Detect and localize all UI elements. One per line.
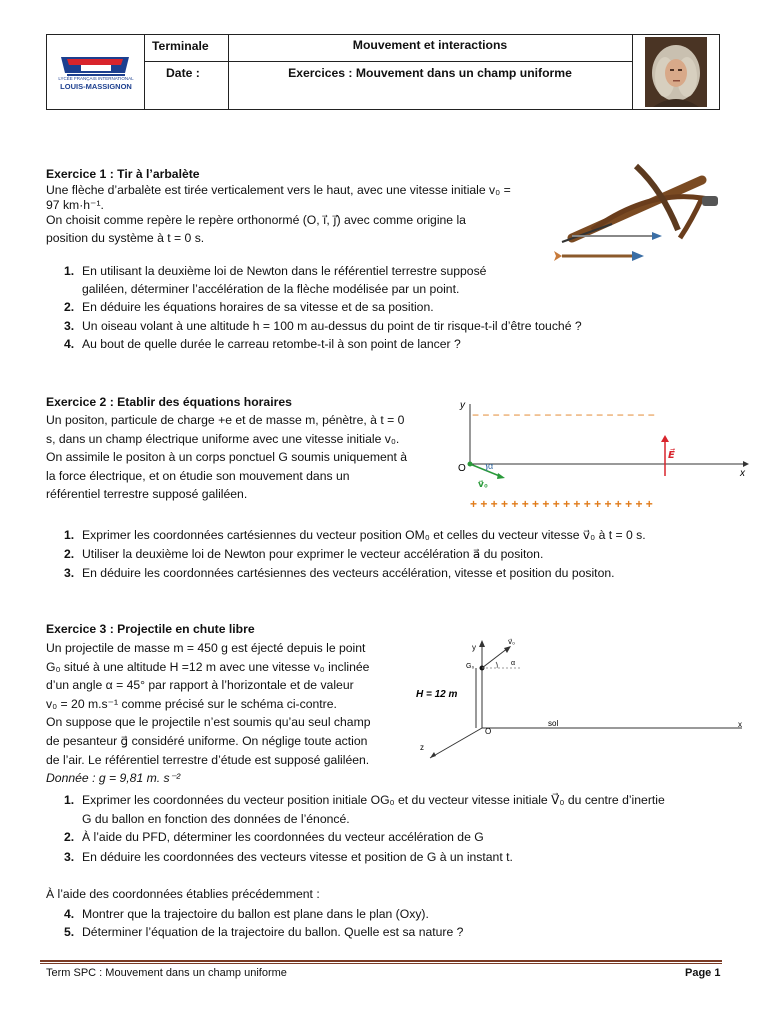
ex3-title: Exercice 3 : Projectile en chute libre — [46, 622, 255, 636]
ex2-q1-number: 1. — [64, 528, 75, 542]
ex3-z-axis-label: z — [420, 743, 424, 752]
ex3-q2-number: 2. — [64, 830, 75, 844]
ex2-v0-label: v⃗₀ — [478, 479, 488, 489]
topic-label: Mouvement et interactions — [352, 38, 508, 52]
crossbow-image — [552, 160, 724, 270]
ex2-alpha-label: α — [488, 461, 494, 471]
ex1-q1-text: En utilisant la deuxième loi de Newton dans le référentiel terrestre supposé — [82, 264, 487, 278]
ex1-q3-number: 3. — [64, 319, 75, 333]
ex2-q2-number: 2. — [64, 547, 75, 561]
ex2-line: la force électrique, et on étudie son mouvement dans un — [46, 469, 350, 483]
ex2-x-axis-label: x — [740, 468, 745, 479]
ex1-line: position du système à t = 0 s. — [46, 231, 205, 245]
ex3-donnee: Donnée : g = 9,81 m. s⁻² — [46, 771, 181, 785]
school-line2: LOUIS-MASSIGNON — [60, 82, 132, 91]
ex1-q2-text: En déduire les équations horaires de sa vitesse et de sa position. — [82, 300, 434, 314]
ex2-q3-text: En déduire les coordonnées cartésiennes des vecteurs accélération, vitesse et position du positon. — [82, 566, 615, 580]
ex2-line: On assimile le positon à un corps ponctuel G soumis uniquement à — [46, 450, 408, 464]
ex3-g0-label: G₀ — [466, 663, 475, 670]
date-label: Date : — [166, 66, 200, 80]
ex1-title: Exercice 1 : Tir à l’arbalète — [46, 167, 200, 181]
ex3-y-axis-label: y — [472, 643, 476, 652]
ex3-line: v₀ = 20 m.s⁻¹ comme précisé sur le schéma ci-contre. — [46, 697, 337, 711]
header-table — [46, 34, 720, 110]
school-logo — [53, 47, 139, 99]
ex3-q3-text: En déduire les coordonnées des vecteurs vitesse et position de G à un instant t. — [82, 850, 513, 864]
ex3-line: G₀ situé à une altitude H =12 m avec une vitesse v₀ inclinée — [46, 660, 370, 674]
ex2-diagram — [452, 392, 758, 514]
ex2-q3-number: 3. — [64, 566, 75, 580]
ex3-line: On suppose que le projectile n’est soumis qu’au seul champ — [46, 715, 371, 729]
ex3-line: de l’air. Le référentiel terrestre d’étude est supposé galiléen. — [46, 753, 370, 767]
ex3-intro2: À l’aide des coordonnées établies précédemment : — [46, 887, 320, 901]
ex3-origin-label: O — [485, 727, 492, 736]
ex2-line: référentiel terrestre supposé galiléen. — [46, 487, 248, 501]
ex2-q2-text: Utiliser la deuxième loi de Newton pour exprimer le vecteur accélération a⃗ du positon. — [82, 547, 544, 561]
ex2-q1-text: Exprimer les coordonnées cartésiennes du vecteur position OM₀ et celles du vecteur vitesse v⃗₀ à t = 0 s. — [82, 528, 646, 542]
ex2-title: Exercice 2 : Etablir des équations horaires — [46, 395, 292, 409]
ex1-line: 97 km·h⁻¹. — [46, 198, 104, 212]
ex3-q2-text: À l’aide du PFD, déterminer les coordonnées du vecteur accélération de G — [82, 830, 484, 844]
footer-rule-thin — [40, 963, 722, 964]
newton-portrait — [645, 37, 707, 107]
ex1-q4-number: 4. — [64, 337, 75, 351]
ex2-line: Un positon, particule de charge +e et de masse m, pénètre, à t = 0 — [46, 413, 405, 427]
footer-rule — [40, 960, 722, 962]
ex3-q5-text: Déterminer l’équation de la trajectoire du ballon. Quelle est sa nature ? — [82, 925, 464, 939]
ex1-q4-text: Au bout de quelle durée le carreau retombe-t-il à son point de lancer ? — [82, 337, 461, 351]
ex3-v0-label: v⃗₀ — [508, 639, 516, 646]
ex2-minus-plate: − − − − − − − − − − − − − − − − − − — [472, 408, 655, 422]
ex3-diagram — [412, 634, 752, 770]
ex3-q4-text: Montrer que la trajectoire du ballon est plane dans le plan (Oxy). — [82, 907, 429, 921]
ex1-q3-text: Un oiseau volant à une altitude h = 100 m au-dessus du point de tir risque-t-il d’être touché ? — [82, 319, 582, 333]
footer-right: Page 1 — [685, 967, 721, 979]
ex1-q1-number: 1. — [64, 264, 75, 278]
ex1-line: On choisit comme repère le repère orthonormé (O, ı⃗, ȷ⃗) avec comme origine la — [46, 213, 466, 227]
ex1-line: Une flèche d’arbalète est tirée verticalement vers le haut, avec une vitesse initiale v₀ = — [46, 183, 511, 197]
ex3-q1-number: 1. — [64, 793, 75, 807]
ex2-e-field-label: E⃗ — [668, 450, 675, 461]
ex3-q4-number: 4. — [64, 907, 75, 921]
ex3-line: d’un angle α = 45° par rapport à l’horizontale et de valeur — [46, 678, 354, 692]
ex3-q1-text2: G du ballon en fonction des données de l’énoncé. — [82, 812, 350, 826]
ex1-q1-text2: galiléen, déterminer l’accélération de la flèche modélisée par un point. — [82, 282, 460, 296]
ex3-alpha-label: α — [511, 660, 516, 667]
school-line1: LYCÉE FRANÇAIS INTERNATIONAL — [58, 76, 134, 81]
footer-left: Term SPC : Mouvement dans un champ uniforme — [46, 967, 287, 979]
level-label: Terminale — [152, 39, 209, 53]
ex3-q5-number: 5. — [64, 925, 75, 939]
ex3-q3-number: 3. — [64, 850, 75, 864]
ex2-y-axis-label: y — [460, 400, 465, 411]
ex3-line: de pesanteur g⃗ considéré uniforme. On néglige toute action — [46, 734, 368, 748]
ex3-height-label: H = 12 m — [416, 689, 458, 700]
ex2-plus-plate: + + + + + + + + + + + + + + + + + + — [470, 497, 653, 511]
ex3-q1-text: Exprimer les coordonnées du vecteur position initiale OG₀ et du vecteur vitesse initiale V⃗₀ du centre d’inertie — [82, 793, 665, 807]
ex2-line: s, dans un champ électrique uniforme avec une vitesse initiale v₀. — [46, 432, 400, 446]
ex3-x-axis-label: x — [738, 720, 742, 729]
ex2-origin-label: O — [458, 463, 466, 474]
ex3-line: Un projectile de masse m = 450 g est éjecté depuis le point — [46, 641, 366, 655]
ex1-q2-number: 2. — [64, 300, 75, 314]
subtitle-label: Exercices : Mouvement dans un champ uniforme — [288, 66, 572, 80]
ex3-sol-label: sol — [548, 719, 559, 728]
